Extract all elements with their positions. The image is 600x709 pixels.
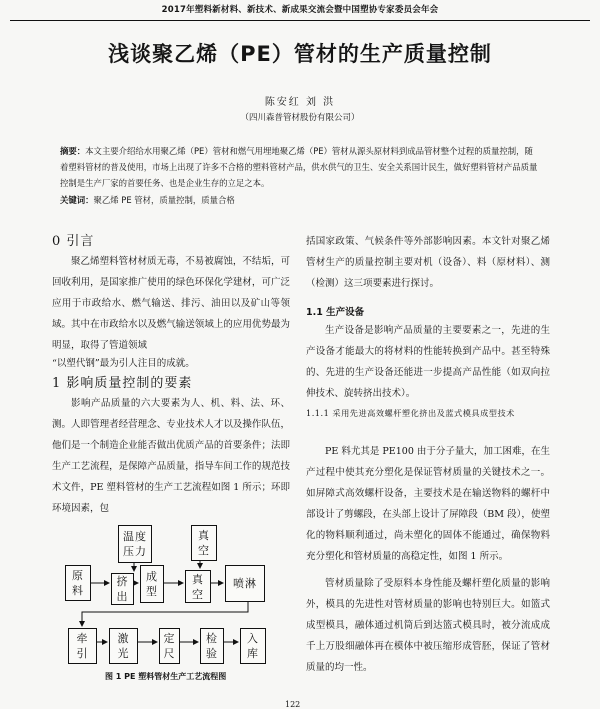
keywords-text: 聚乙烯 PE 管材，质量控制，质量合格	[93, 195, 235, 205]
box-warehousing: 入库	[240, 628, 266, 664]
header-rule	[10, 20, 590, 21]
abstract-label: 摘要：	[60, 146, 86, 156]
section-1-1-1-paragraph-1: PE 料尤其是 PE100 由于分子量大，加工困难，在生产过程中使其充分塑化是保证管材质量的关键技术之一。如屏障式高效螺杆设备，主要技术是在输送物料的螺杆中部设计了剪螺段，在头部上设计了屏障段（BM 段），使塑化的物料顺利通过，尚未塑化的固体不能通过，确保物料充分塑化和管材质量的高稳定性，如图 1 所示。	[306, 446, 550, 562]
section-1-paragraph: 影响产品质量的六大要素为人、机、料、法、环、测。人即管理者经营理念、专业技术人才以及操作队伍，他们是一个制造企业能否做出优质产品的首要条件；法即生产工艺流程，是保障产品质量，指导车间工作的规范技术文件，PE 塑料管材的生产工艺流程如图 1 所示；环即环境因素，包	[52, 398, 290, 514]
section-0-paragraph-end: “以塑代钢”最为引人注目的成就。	[52, 358, 195, 369]
box-extrusion: 挤出	[111, 573, 134, 605]
authors: 陈安红 刘 洪	[264, 97, 336, 108]
box-spray: 喷淋	[225, 565, 265, 602]
figure-1-flowchart	[60, 520, 300, 670]
section-1-1-title: 1.1 生产设备	[306, 307, 365, 318]
box-vacuum: 真空	[185, 570, 211, 603]
section-1-1-1-title: 1.1.1 采用先进高效螺杆塑化挤出及蓝式模具成型技术	[306, 408, 515, 418]
page-number: 122	[285, 700, 301, 709]
box-temperature-pressure: 温度 压力	[118, 525, 152, 563]
section-0-title: 0 引言	[52, 234, 95, 249]
conference-header: 2017年塑料新材料、新技术、新成果交流会暨中国塑协专家委员会年会	[161, 5, 439, 15]
box-haul-off: 牵引	[68, 628, 97, 664]
keywords	[60, 194, 540, 206]
section-0-paragraph: 聚乙烯塑料管材材质无毒，不易被腐蚀，不结垢，可回收利用，是国家推广使用的绿色环保化学建材，可广泛应用于市政给水、燃气输送、排污、油田以及矿山等领域。其中在市政给水以及燃气输送领域上的应用优势最为明显，取得了管道领域	[52, 256, 290, 351]
box-inspection: 检验	[200, 628, 224, 664]
keywords-label: 关键词：	[60, 195, 94, 205]
box-raw-material: 原料	[65, 565, 91, 601]
abstract-text: 本文主要介绍给水用聚乙烯（PE）管材和燃气用埋地聚乙烯（PE）管材从源头原材料到成品管材整个过程的质量控制，随着塑料管材的普及使用，市场上出现了许多不合格的塑料管材产品，供水供气的卫生、安全关系国计民生，做好塑料管材产品质量控制是生产厂家的首要任务、也是企业生存的立足之本。	[60, 146, 538, 188]
section-1-paragraph-continued: 括国家政策、气候条件等外部影响因素。本文针对聚乙烯管材生产的质量控制主要对机（设备）、料（原材料）、测（检测）这三项要素进行探讨。	[306, 236, 550, 289]
box-vacuum-top: 真空	[191, 525, 217, 561]
article-title: 浅谈聚乙烯（PE）管材的生产质量控制	[108, 42, 492, 66]
box-forming: 成型	[140, 565, 164, 603]
abstract	[60, 143, 540, 191]
affiliation: （四川森普管材股份有限公司）	[240, 113, 360, 123]
section-1-title: 1 影响质量控制的要素	[52, 376, 193, 391]
section-1-1-paragraph: 生产设备是影响产品质量的主要要素之一，先进的生产设备才能最大的将材料的性能转换到产品中。甚至特殊的、先进的生产设备还能进一步提高产品性能（如双向拉伸技术、旋转挤出技术）。	[306, 325, 550, 399]
figure-1-caption: 图 1 PE 塑料管材生产工艺流程图	[105, 672, 227, 681]
box-cut-to-length: 定尺	[159, 628, 180, 664]
box-laser: 激光	[109, 628, 138, 664]
section-1-1-1-paragraph-2: 管材质量除了受原料本身性能及螺杆塑化质量的影响外，模具的先进性对管材质量的影响也特别巨大。如篮式成型模具，融体通过机筒后到达篮式模具时，被分流成成千上万股细融体再在模体中被压缩形成管胚，保证了管材质量的均一性。	[306, 578, 550, 673]
